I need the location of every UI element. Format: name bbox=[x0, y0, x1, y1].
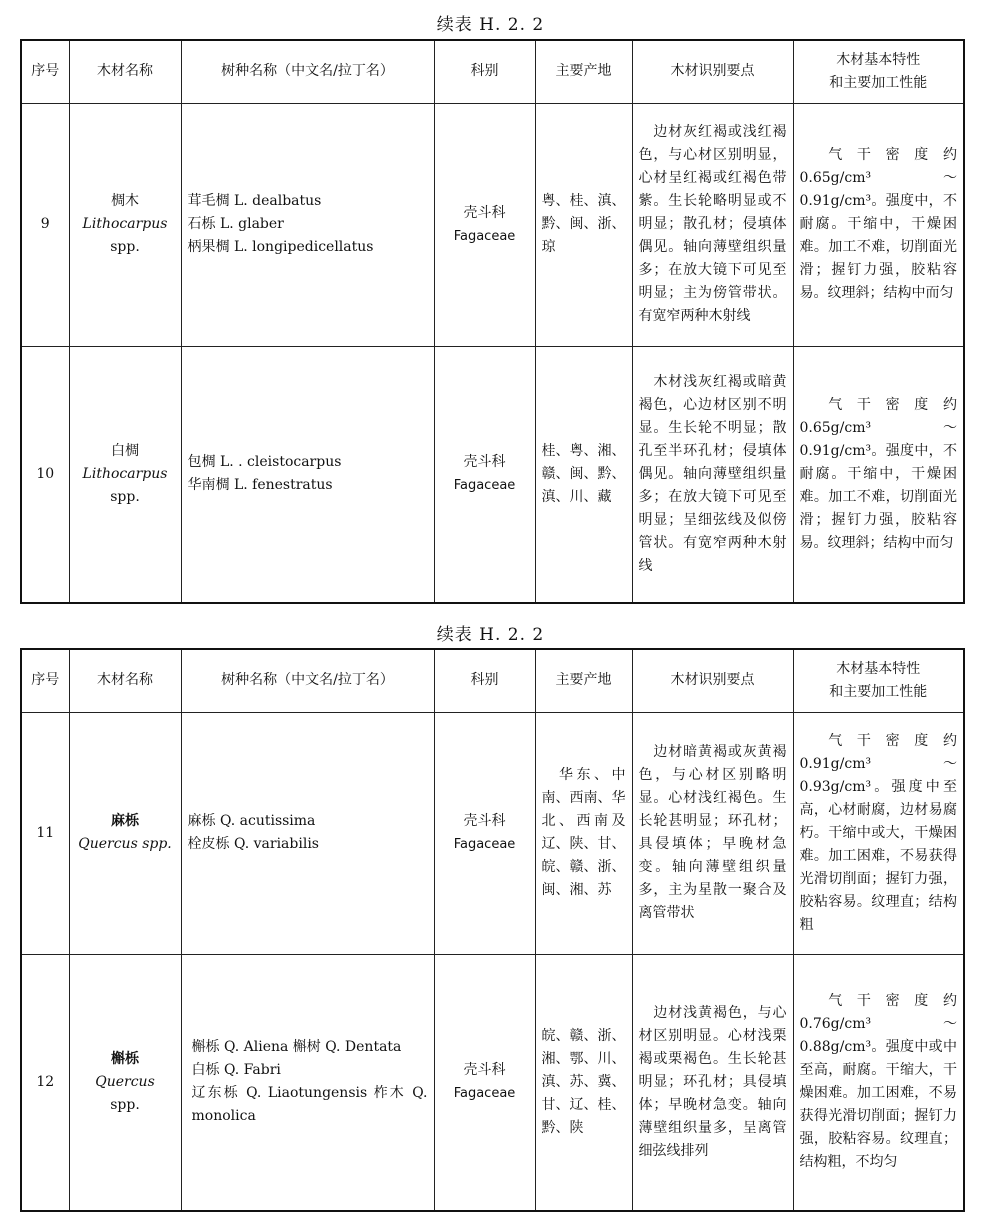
species-line: 柄果椆 L. longipedicellatus bbox=[187, 239, 374, 255]
header-wood-name: 木材名称 bbox=[69, 40, 181, 103]
header-properties bbox=[793, 40, 964, 103]
row-wood-name bbox=[69, 346, 181, 603]
row-properties: 气干密度约 0.65g/cm³～0.91g/cm³。强度中，不耐腐。干缩中，干燥困难。加工不难，切削面光滑；握钉力强，胶粘容易。纹理斜；结构中而匀 bbox=[793, 103, 964, 346]
row-identification: 边材暗黄褐或灰黄褐色，与心材区别略明显。心材浅红褐色。生长轮甚明显；环孔材；具侵填体；早晚材急变。轴向薄壁组织量多，主为星散一聚合及离管带状 bbox=[632, 712, 793, 954]
row-seq: 10 bbox=[21, 346, 69, 603]
row-properties: 气干密度约 0.91g/cm³～0.93g/cm³。强度中至高，心材耐腐，边材易腐朽。干缩中或大，干燥困难。加工困难，不易获得光滑切削面；握钉力强，胶粘容易。纹理直；结构粗 bbox=[793, 712, 964, 954]
row-identification: 边材浅黄褐色，与心材区别明显。心材浅栗褐或栗褐色。生长轮甚明显；环孔材；具侵填体；早晚材急变。轴向薄壁组织量多，呈离管细弦线排列 bbox=[632, 954, 793, 1211]
species-line: 茸毛椆 L. dealbatus bbox=[187, 193, 322, 209]
table-row bbox=[21, 954, 964, 1211]
wood-name-spp: spp. bbox=[110, 239, 140, 255]
species-line: 石栎 L. glaber bbox=[187, 216, 284, 232]
wood-spec-table bbox=[20, 648, 965, 1212]
header-family: 科别 bbox=[434, 40, 535, 103]
wood-name-cn: 白椆 bbox=[111, 442, 139, 459]
header-identification: 木材识别要点 bbox=[632, 649, 793, 712]
row-species bbox=[181, 346, 434, 603]
family-cn: 壳斗科 bbox=[463, 813, 506, 829]
row-species bbox=[181, 103, 434, 346]
header-properties-line1: 木材基本特性 bbox=[836, 51, 921, 68]
header-properties-line2: 和主要加工性能 bbox=[829, 74, 928, 91]
row-identification: 边材灰红褐或浅红褐色，与心材区别明显，心材呈红褐或红褐色带紫。生长轮略明显或不明显；散孔材；侵填体偶见。轴向薄壁组织量多；在放大镜下可见至明显；主为傍管带状。有宽窄两种木射线 bbox=[632, 103, 793, 346]
family-latin: Fagaceae bbox=[453, 837, 516, 852]
family-latin: Fagaceae bbox=[453, 228, 516, 244]
header-region: 主要产地 bbox=[535, 649, 632, 712]
row-seq: 9 bbox=[21, 103, 69, 346]
species-line: 华南椆 L. fenestratus bbox=[187, 477, 333, 494]
header-seq: 序号 bbox=[21, 649, 69, 712]
row-wood-name bbox=[69, 712, 181, 954]
row-seq: 11 bbox=[21, 712, 69, 954]
family-cn: 壳斗科 bbox=[463, 204, 506, 221]
table-caption: 续表 H. 2. 2 bbox=[436, 15, 545, 35]
row-family bbox=[434, 103, 535, 346]
row-region: 粤、桂、滇、黔、闽、浙、琼 bbox=[535, 103, 632, 346]
species-line: 栓皮栎 Q. variabilis bbox=[187, 836, 319, 852]
row-family bbox=[434, 954, 535, 1211]
header-species: 树种名称（中文名/拉丁名） bbox=[181, 40, 434, 103]
family-cn: 壳斗科 bbox=[463, 1062, 506, 1079]
table-caption: 续表 H. 2. 2 bbox=[436, 625, 545, 645]
row-seq: 12 bbox=[21, 954, 69, 1211]
wood-name-latin: Lithocarpus bbox=[82, 216, 168, 232]
table-row bbox=[21, 103, 964, 346]
row-region: 华东、中南、西南、华北、西南及辽、陕、甘、皖、赣、浙、闽、湘、苏 bbox=[535, 712, 632, 954]
header-wood-name: 木材名称 bbox=[69, 649, 181, 712]
table-header-row bbox=[21, 40, 964, 103]
header-seq: 序号 bbox=[21, 40, 69, 103]
row-region: 皖、赣、浙、湘、鄂、川、滇、苏、冀、甘、辽、桂、黔、陕 bbox=[535, 954, 632, 1211]
header-properties-line2: 和主要加工性能 bbox=[829, 683, 928, 700]
species-line: 辽东栎 Q. Liaotungensis 柞木 Q. monolica bbox=[191, 1085, 428, 1125]
wood-name-cn: 麻栎 bbox=[111, 813, 139, 829]
wood-name-latin: Lithocarpus bbox=[82, 465, 168, 482]
header-properties-line1: 木材基本特性 bbox=[836, 660, 921, 677]
table-row bbox=[21, 346, 964, 603]
wood-spec-table bbox=[20, 39, 965, 604]
species-line: 槲栎 Q. Aliena 槲树 Q. Dentata bbox=[191, 1039, 402, 1056]
wood-name-latin: Quercus spp. bbox=[78, 836, 172, 852]
species-line: 麻栎 Q. acutissima bbox=[187, 813, 316, 829]
header-identification: 木材识别要点 bbox=[632, 40, 793, 103]
species-line: 白栎 Q. Fabri bbox=[191, 1062, 281, 1079]
header-species: 树种名称（中文名/拉丁名） bbox=[181, 649, 434, 712]
row-family bbox=[434, 346, 535, 603]
row-identification: 木材浅灰红褐或暗黄褐色，心边材区别不明显。生长轮不明显；散孔至半环孔材；侵填体偶见。轴向薄壁组织量多；在放大镜下可见至明显；呈细弦线及似傍管状。有宽窄两种木射线 bbox=[632, 346, 793, 603]
row-properties: 气干密度约 0.65g/cm³～0.91g/cm³。强度中，不耐腐。干缩中，干燥困难。加工不难，切削面光滑；握钉力强，胶粘容易。纹理斜；结构中而匀 bbox=[793, 346, 964, 603]
row-species bbox=[181, 954, 434, 1211]
table-row bbox=[21, 712, 964, 954]
row-properties: 气干密度约 0.76g/cm³～0.88g/cm³。强度中或中至高，耐腐。干缩大，干燥困难。加工困难，不易获得光滑切削面；握钉力强，胶粘容易。纹理直；结构粗，不均匀 bbox=[793, 954, 964, 1211]
table-header-row bbox=[21, 649, 964, 712]
header-region: 主要产地 bbox=[535, 40, 632, 103]
row-species bbox=[181, 712, 434, 954]
row-region: 桂、粤、湘、赣、闽、黔、滇、川、藏 bbox=[535, 346, 632, 603]
wood-name-spp: spp. bbox=[110, 1096, 140, 1113]
family-latin: Fagaceae bbox=[453, 478, 516, 494]
wood-name-spp: spp. bbox=[110, 488, 140, 505]
family-latin: Fagaceae bbox=[453, 1086, 516, 1102]
header-family: 科别 bbox=[434, 649, 535, 712]
wood-name-cn: 槲栎 bbox=[111, 1050, 139, 1067]
row-family bbox=[434, 712, 535, 954]
wood-name-latin: Quercus bbox=[95, 1073, 155, 1090]
wood-name-cn: 椆木 bbox=[111, 193, 139, 209]
family-cn: 壳斗科 bbox=[463, 454, 506, 471]
row-wood-name bbox=[69, 103, 181, 346]
species-line: 包椆 L. . cleistocarpus bbox=[187, 454, 342, 471]
header-properties bbox=[793, 649, 964, 712]
row-wood-name bbox=[69, 954, 181, 1211]
